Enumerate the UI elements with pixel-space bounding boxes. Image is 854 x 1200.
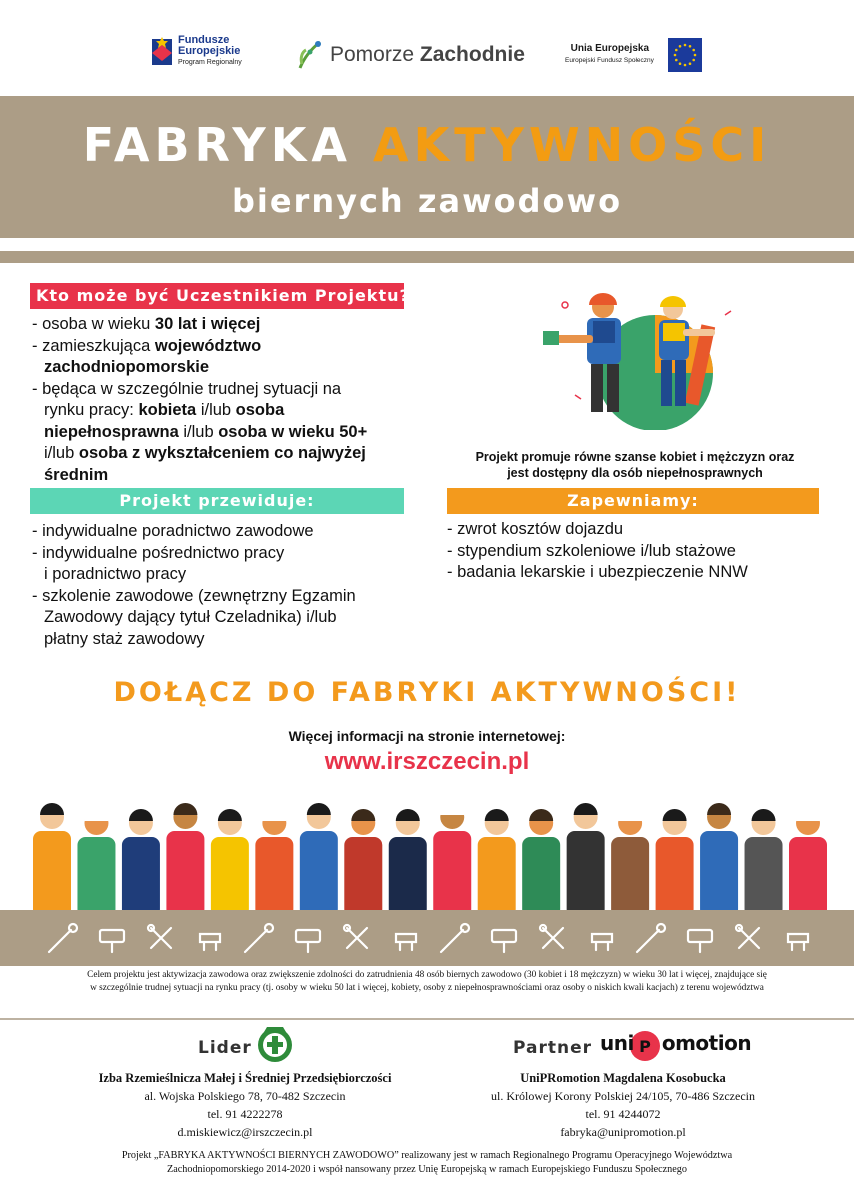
person-body [745,837,783,910]
leader-contact [65,1069,425,1141]
divider-band [0,251,854,263]
person-body [255,837,293,910]
list-item: Zawodowy dający tytuł Czeladnika) i/lub [44,608,337,626]
person-hair [618,809,642,821]
ensure-header: Zapewniamy: [447,488,819,514]
leader-name: Izba Rzemieślnicza Małej i Średniej Przedsiębiorczości [98,1071,392,1085]
tool-icon [94,920,130,956]
svg-text:P: P [639,1037,651,1056]
funding-footer: Projekt „FABRYKA AKTYWNOŚCI BIERNYCH ZAWODOWO” realizowany jest w ramach Regionalnego Programu Operacyjnego Województwa Zachodniopomorskiego 2014-2020 i współ nansowany przez Unię Europejską w ramach Europejskiego Funduszu Społecznego [121,1150,733,1175]
person-body [433,831,471,910]
leader-label: Lider [198,1038,252,1058]
uni-logo-a: uni [600,1031,634,1055]
pomorze-zachodnie-logo [296,38,526,72]
uni-logo-b: omotion [661,1031,752,1055]
tool-icon [388,920,424,956]
person-body [166,831,204,910]
separator [0,1018,854,1020]
person-body [33,831,71,910]
person-body [122,837,160,910]
list-item: rynku pracy: kobieta i/lub osoba [44,401,285,419]
list-item: zachodniopomorskie [44,358,210,376]
provides-list [32,521,432,650]
fundusze-europejskie-logo [150,33,260,73]
person-hair [84,809,108,821]
tool-icon [682,920,718,956]
person-body [522,837,560,910]
person-hair [574,803,598,815]
person-hair [351,809,375,821]
partner-address: ul. Królowej Korony Polskiej 24/105, 70-486 Szczecin [491,1089,755,1103]
leader-address: al. Wojska Polskiego 78, 70-482 Szczecin [144,1089,346,1103]
tool-icon [290,920,326,956]
list-item: i poradnictwo pracy [44,565,187,583]
tool-icon [241,920,277,956]
person-body [656,837,694,910]
ue-title: Unia Europejska [570,43,649,54]
person-hair [173,803,197,815]
tool-icon [731,920,767,956]
person-hair [796,809,820,821]
title-banner [0,96,854,238]
tool-icon [535,920,571,956]
pz-light: Pomorze [330,43,415,66]
person-hair [707,803,731,815]
leader-email[interactable]: d.miskiewicz@irszczecin.pl [177,1125,313,1139]
leader-phone: tel. 91 4222278 [207,1107,283,1121]
join-call-to-action: DOŁĄCZ DO FABRYKI AKTYWNOŚCI! [113,677,741,708]
website-link[interactable]: www.irszczecin.pl [324,748,530,775]
person-body [300,831,338,910]
list-item: - stypendium szkoleniowe i/lub stażowe [447,541,736,560]
list-item: płatny staż zawodowy [44,629,205,648]
more-info-text: Więcej informacji na stronie internetowej: [288,728,566,744]
tool-icon [780,920,816,956]
list-item: - indywidualne pośrednictwo pracy [32,543,285,562]
person-hair [396,809,420,821]
list-item: - indywidualne poradnictwo zawodowe [32,522,314,540]
person-body [789,837,827,910]
tool-icon [45,920,81,956]
title-word-2: AKTYWNOŚCI [373,118,772,172]
fe-logo-icon [150,35,174,69]
person-hair [663,809,687,821]
person-hair [440,803,464,815]
person-hair [529,809,553,821]
person-hair [262,809,286,821]
title-word-1: FABRYKA [82,118,352,172]
tool-icon [584,920,620,956]
pomorze-leaf-icon [296,38,324,72]
tool-icon [192,920,228,956]
partner-label: Partner [513,1038,593,1058]
list-item: średnim [44,465,109,484]
project-goal: Celem projektu jest aktywizacja zawodowa oraz zwiększenie zdolności do zatrudnienia 48 osób biernych zawodowo (30 kobiet i 18 mężczyzn) w wieku 30 lat i więcej, znajdujące się w szczególnie trudnej sytuacji na rynku pracy (tj. osoby w wieku 50 lat i więcej, kobiety, osoby z niepełnosprawnościami oraz osoby o niskich kwali kacjach) z terenu województwa [87,970,767,993]
list-item: niepełnosprawna i/lub osoba w wieku 50+ [44,422,368,441]
list-item: - badania lekarskie i ubezpieczenie NNW [447,563,748,581]
partner-name: UniPRomotion Magdalena Kosobucka [520,1071,726,1085]
list-item: - zamieszkująca województwo [32,336,262,355]
unia-europejska-logo [565,36,705,72]
ue-subtitle: Europejski Fundusz Społeczny [565,57,654,64]
person-hair [752,809,776,821]
equal-opportunity-note: Projekt promuje równe szanse kobiet i mężczyzn oraz jest dostępny dla osób niepełnosprawnych [475,450,795,480]
list-item: - zwrot kosztów dojazdu [447,520,624,538]
person-body [389,837,427,910]
fe-line2: Europejskie [178,45,241,57]
subtitle: biernych zawodowo [231,182,623,220]
list-item: - osoba w wieku 30 lat i więcej [32,315,261,333]
person-body [567,831,605,910]
people-illustration [30,785,830,910]
person-hair [485,809,509,821]
person-body [611,837,649,910]
who-header: Kto może być Uczestnikiem Projektu? [30,283,404,309]
main-title [0,118,854,172]
ensure-list [447,519,827,584]
person-hair [40,803,64,815]
partner-email[interactable]: fabryka@unipromotion.pl [560,1125,686,1139]
fe-subtitle: Program Regionalny [178,59,242,66]
person-body [211,837,249,910]
fe-line1: Fundusze [178,34,230,46]
tool-icon [633,920,669,956]
person-hair [129,809,153,821]
person-body [700,831,738,910]
person-hair [307,803,331,815]
worker-illustration [535,285,750,430]
partner-contact [443,1069,803,1141]
person-body [77,837,115,910]
unipromotion-logo [600,1028,752,1064]
person-body [344,837,382,910]
tool-icon [143,920,179,956]
tools-band [0,910,854,966]
eu-flag-icon [668,38,702,72]
tool-icon [486,920,522,956]
person-hair [218,809,242,821]
who-list [32,314,412,486]
craft-guild-logo-icon [256,1024,294,1064]
list-item: - będąca w szczególnie trudnej sytuacji na [32,379,342,398]
tool-icon [437,920,473,956]
person-body [478,837,516,910]
tool-icon [339,920,375,956]
list-item: i/lub osoba z wykształceniem co najwyżej [44,444,366,462]
partner-phone: tel. 91 4244072 [585,1107,661,1121]
list-item: - szkolenie zawodowe (zewnętrzny Egzamin [32,586,356,605]
provides-header: Projekt przewiduje: [30,488,404,514]
pz-bold: Zachodnie [419,43,525,66]
